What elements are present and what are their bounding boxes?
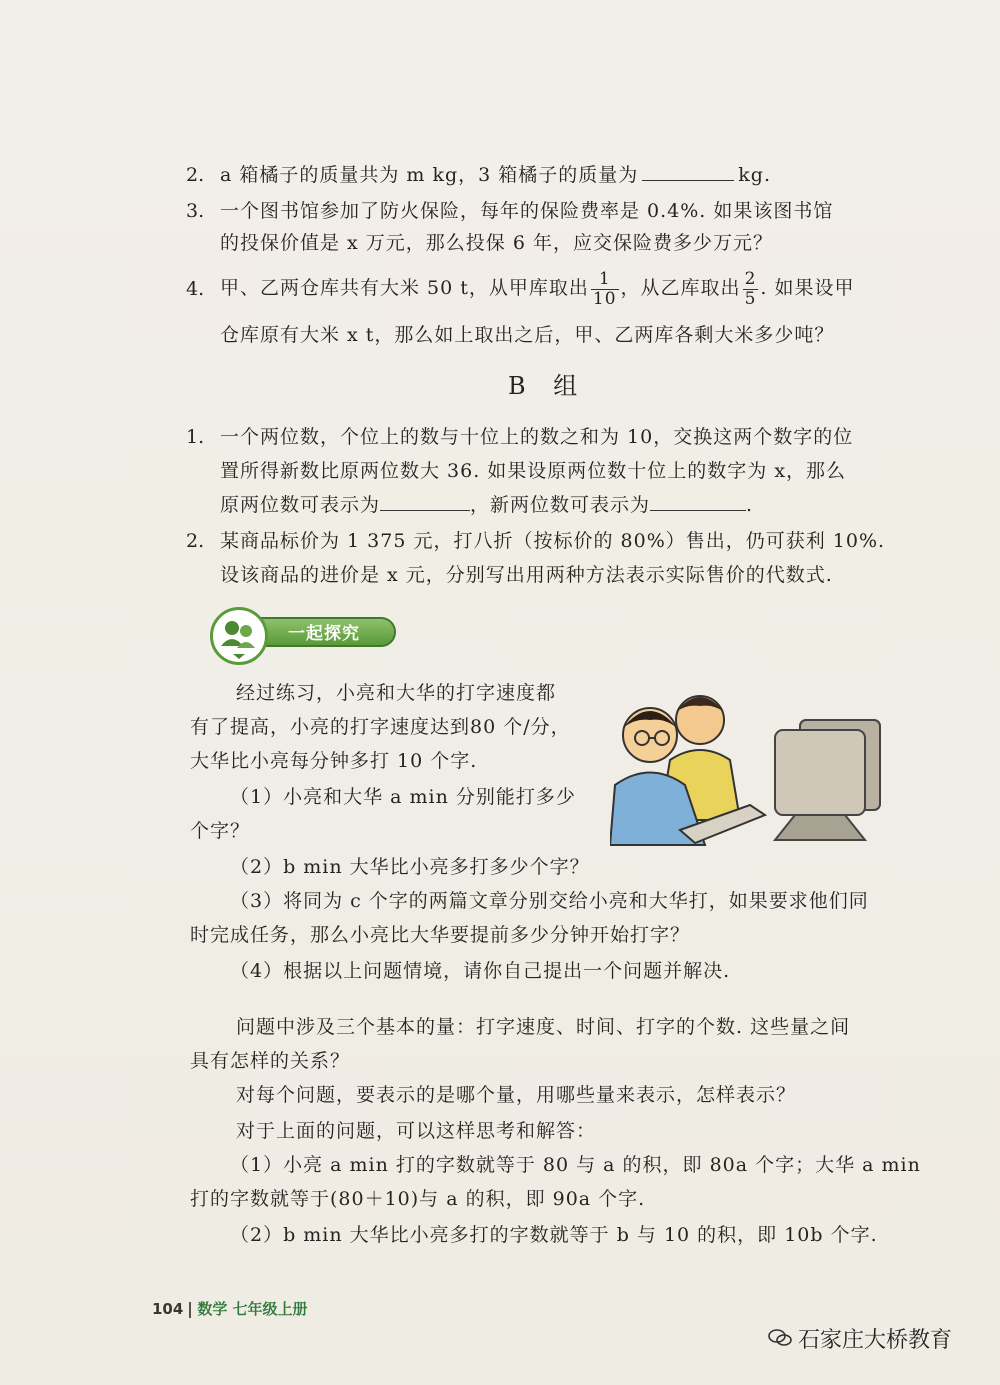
exercise-line: ，新两位数可表示为 (470, 494, 651, 516)
question-line: （3）将同为 c 个字的两篇文章分别交给小亮和大华打，如果要求他们同 (230, 890, 869, 912)
exercise-number: 4. (186, 278, 205, 300)
numerator: 1 (591, 270, 619, 290)
paragraph-line: 对每个问题，要表示的是哪个量，用哪些量来表示，怎样表示？ (236, 1084, 797, 1106)
paragraph-line: 大华比小亮每分钟多打 10 个字. (190, 750, 478, 772)
exercise-number: 2. (186, 530, 205, 552)
answer-line: （1）小亮 a min 打的字数就等于 80 与 a 的积，即 80a 个字；大华 a min (230, 1154, 921, 1176)
denominator: 5 (744, 288, 757, 309)
section-title: B 组 (508, 372, 588, 400)
exercise-unit: kg. (738, 164, 771, 186)
fraction (591, 270, 619, 309)
exercise-line: a 箱橘子的质量共为 m kg，3 箱橘子的质量为 (220, 164, 639, 186)
paragraph-line: 问题中涉及三个基本的量：打字速度、时间、打字的个数. 这些量之间 (236, 1016, 851, 1038)
exercise-line: 甲、乙两仓库共有大米 50 t，从甲库取出 (220, 277, 589, 299)
book-title: 数学 七年级上册 (197, 1300, 308, 1318)
answer-blank (650, 492, 746, 511)
exercise-line: 原两位数可表示为 (220, 494, 381, 516)
question-line: （4）根据以上问题情境，请你自己提出一个问题并解决. (230, 960, 731, 982)
explore-banner (210, 607, 400, 655)
exercise-line: ，从乙库取出 (620, 277, 741, 299)
paragraph-line: 经过练习，小亮和大华的打字速度都 (236, 682, 557, 704)
question-line: 时完成任务，那么小亮比大华要提前多少分钟开始打字？ (190, 924, 691, 946)
question-line: 个字？ (190, 820, 251, 842)
banner-label: 一起探究 (288, 624, 360, 644)
footer-separator (189, 1302, 191, 1318)
answer-blank (642, 162, 734, 181)
exercise-line: 一个图书馆参加了防火保险，每年的保险费率是 0.4%. 如果该图书馆 (220, 200, 834, 222)
exercise-line: 一个两位数，个位上的数与十位上的数之和为 10，交换这两个数字的位 (220, 426, 854, 448)
exercise-line: 设该商品的进价是 x 元，分别写出用两种方法表示实际售价的代数式. (220, 564, 833, 586)
fraction (743, 270, 759, 309)
people-icon (210, 607, 268, 665)
paragraph-line: 对于上面的问题，可以这样思考和解答： (236, 1120, 597, 1142)
watermark-text: 石家庄大桥教育 (798, 1328, 953, 1353)
exercise-line: 的投保价值是 x 万元，那么投保 6 年，应交保险费多少万元？ (220, 232, 773, 254)
exercise-line: 仓库原有大米 x t，那么如上取出之后，甲、乙两库各剩大米多少吨？ (220, 324, 835, 346)
answer-blank (380, 492, 470, 511)
exercise-text (220, 266, 854, 310)
exercise-text (220, 492, 753, 518)
question-line: （1）小亮和大华 a min 分别能打多少 (230, 786, 576, 808)
exercise-line: . 如果设甲 (760, 277, 855, 299)
exercise-number: 1. (186, 426, 205, 448)
answer-line: （2）b min 大华比小亮多打的字数就等于 b 与 10 的积，即 10b 个字. (230, 1224, 878, 1246)
page-footer (152, 1298, 308, 1319)
wechat-icon (768, 1328, 792, 1348)
exercise-line: 置所得新数比原两位数大 36. 如果设原两位数十位上的数字为 x，那么 (220, 460, 847, 482)
question-line: （2）b min 大华比小亮多打多少个字？ (230, 856, 590, 878)
exercise-line: . (746, 494, 754, 516)
exercise-line: 某商品标价为 1 375 元，打八折（按标价的 80%）售出，仍可获利 10%. (220, 530, 886, 552)
page-number: 104 (152, 1300, 184, 1318)
exercise-number: 3. (186, 200, 205, 222)
denominator: 10 (592, 288, 617, 309)
exercise-number: 2. (186, 164, 205, 186)
boys-at-computer-illustration (610, 690, 910, 860)
paragraph-line: 有了提高，小亮的打字速度达到80 个/分， (190, 716, 571, 738)
exercise-text (220, 162, 771, 188)
paragraph-line: 具有怎样的关系？ (190, 1050, 351, 1072)
answer-line: 打的字数就等于(80＋10)与 a 的积，即 90a 个字. (190, 1188, 646, 1210)
numerator: 2 (744, 268, 757, 289)
